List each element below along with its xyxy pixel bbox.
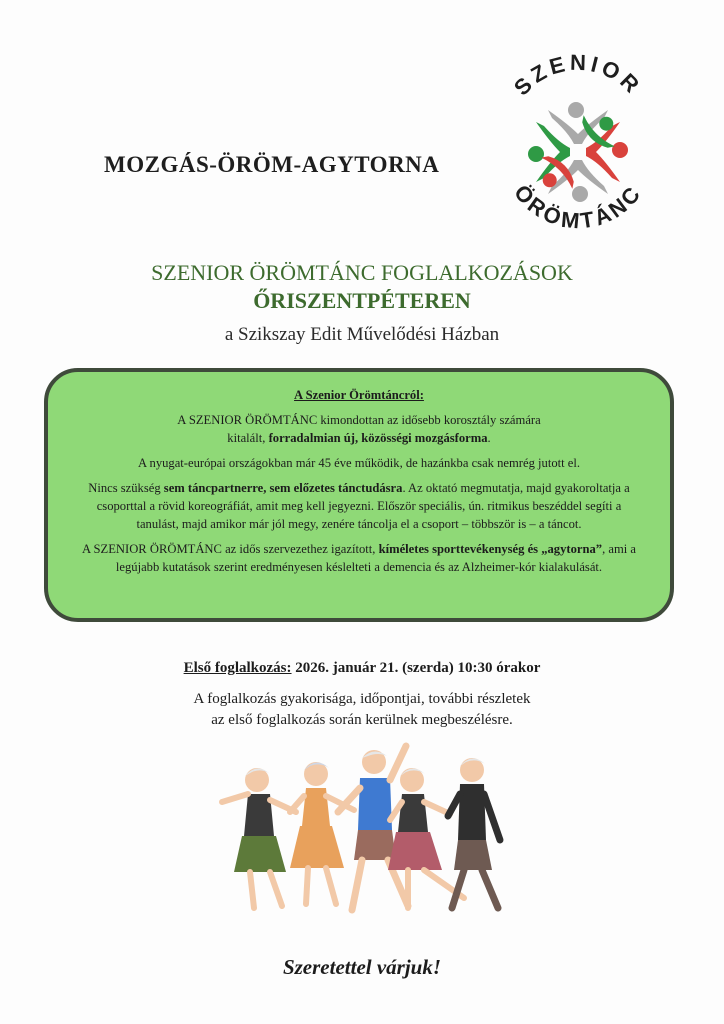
info-p1-a: A SZENIOR ÖRÖMTÁNC kimondottan az idősebb korosztály számára [177, 413, 541, 427]
dancer-1-icon [222, 768, 296, 908]
szenior-oromtanc-logo [488, 52, 668, 252]
info-p1-end: . [487, 431, 491, 445]
details-line-1: A foglalkozás gyakorisága, időpontjai, további részletek [193, 691, 531, 707]
subtitle-line-1: SZENIOR ÖRÖMTÁNC FOGLALKOZÁSOK [151, 260, 573, 285]
info-paragraph-2: A nyugat-európai országokban már 45 éve működik, de hazánkba csak nemrég jutott el. [137, 456, 581, 470]
info-p1-bold: forradalmian új, közösségi mozgásforma [268, 431, 488, 445]
main-title: MOZGÁS-ÖRÖM-AGYTORNA [104, 152, 440, 177]
closing-text: Szeretettel várjuk! [282, 955, 442, 979]
info-p4-a: A SZENIOR ÖRÖMTÁNC az idős szervezethez igazított, [81, 542, 379, 556]
dancer-5-icon [448, 758, 500, 908]
info-heading: A Szenior Örömtáncról: [294, 388, 424, 402]
details-text [0, 689, 724, 731]
logo-bottom-text: ÖRÖMTÁNC [509, 179, 647, 234]
subtitle-location: ŐRISZENTPÉTEREN [253, 288, 471, 313]
info-p4-b: , ami a legújabb kutatások szerint eredményesen késlelteti a demencia és az Alzheimer-kór kialakulását. [115, 542, 636, 574]
info-p1-b: kitalált, [227, 431, 269, 445]
details-line-2: az első foglalkozás során kerülnek megbeszélésre. [211, 712, 513, 728]
info-paragraph-4 [76, 540, 642, 576]
info-p4-bold: kíméletes sporttevékenység és „agytorna” [378, 542, 603, 556]
subtitle-venue: a Szikszay Edit Művelődési Házban [224, 324, 500, 345]
logo-top-text: SZENIOR [508, 52, 647, 101]
info-paragraph-1 [76, 411, 642, 447]
info-p3-a: Nincs szükség [88, 481, 164, 495]
info-paragraph-3 [76, 479, 642, 533]
info-p3-bold: sem táncpartnerre, sem előzetes tánctudásra [163, 481, 403, 495]
dancing-seniors-illustration [212, 740, 512, 925]
first-session-date: 2026. január 21. (szerda) 10:30 órakor [291, 660, 541, 676]
info-box [44, 368, 674, 622]
first-session-line [0, 660, 724, 677]
logo-figures-icon [528, 102, 628, 202]
svg-text:SZENIOR [509, 52, 647, 100]
dancer-3-icon [338, 746, 408, 910]
info-p3-b: . Az oktató megmutatja, majd gyakoroltatja a csoporttal a rövid koreográfiát, amit meg kell jegyezni. Először speciális, ún. ritmikus beszéddel segíti a tanulást, majd amikor már jól megy, zenére táncolja el a csoport – többször is – a táncot. [96, 481, 630, 531]
first-session-label: Első foglalkozás: [183, 660, 292, 676]
dancer-2-icon [290, 762, 354, 904]
